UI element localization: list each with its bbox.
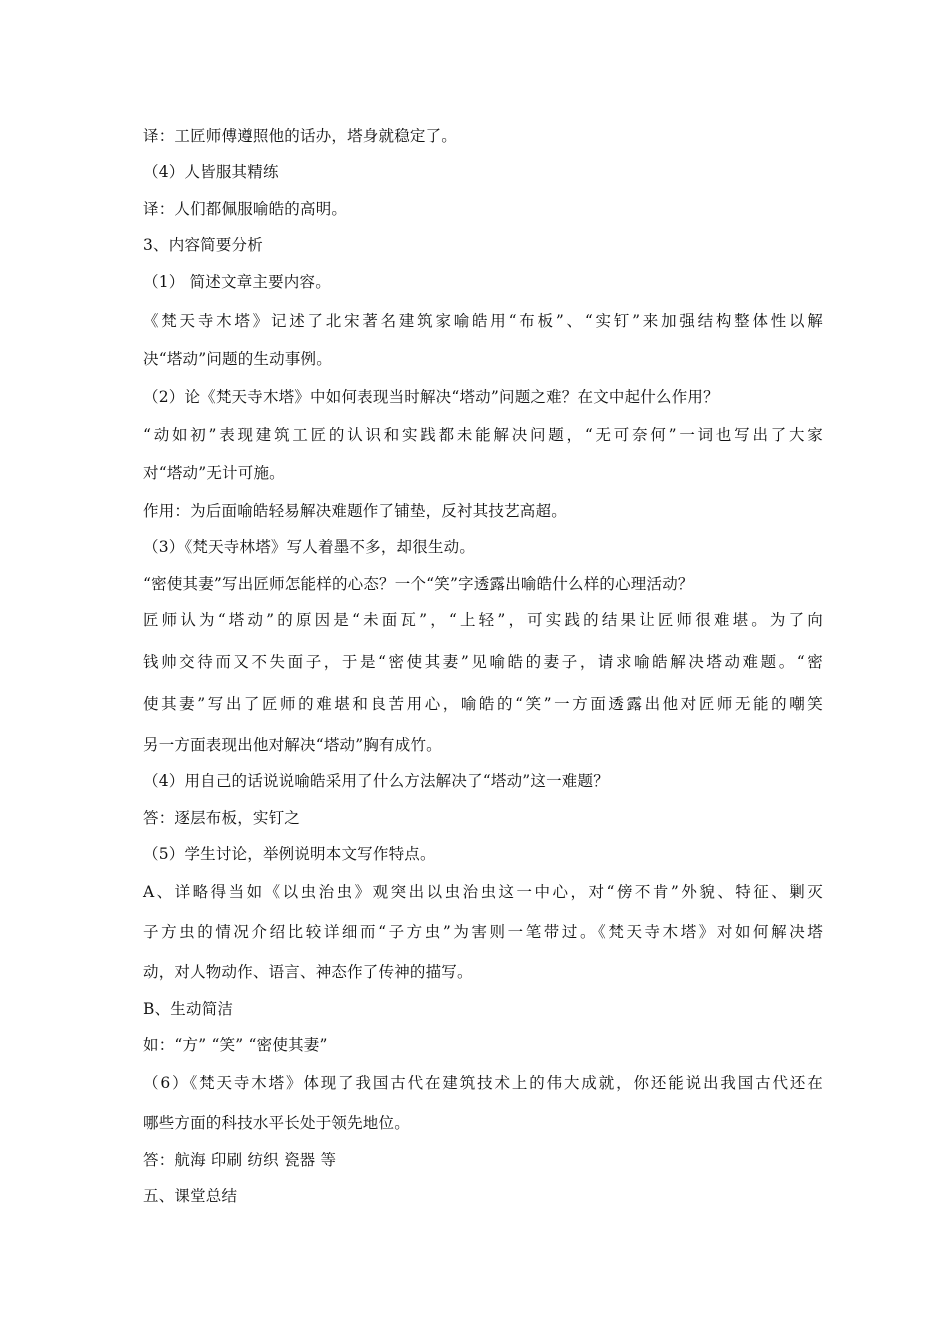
text-line: （2）论《梵天寺木塔》中如何表现当时解决“塔动”问题之难？在文中起什么作用？: [143, 388, 719, 406]
text-line: “密使其妻”写出匠师怎能样的心态？一个“笑”字透露出喻皓什么样的心理活动？: [143, 575, 694, 593]
text-line: 作用：为后面喻皓轻易解决难题作了铺垫，反衬其技艺高超。: [143, 502, 567, 520]
text-line: （3）《梵天寺林塔》写人着墨不多，却很生动。: [143, 538, 476, 556]
text-line: （4）人皆服其精练: [143, 163, 279, 181]
text-line: （5）学生讨论，举例说明本文写作特点。: [143, 845, 436, 863]
text-line: 答：逐层布板，实钉之: [143, 809, 301, 827]
text-line: 答：航海 印刷 纺织 瓷器 等: [143, 1151, 337, 1169]
text-line: 译：人们都佩服喻皓的高明。: [143, 200, 348, 218]
text-line: （1） 简述文章主要内容。: [143, 273, 331, 291]
text-line: 对“塔动”无计可施。: [143, 464, 285, 482]
text-line: 决“塔动”问题的生动事例。: [143, 350, 332, 368]
text-line: 使其妻”写出了匠师的难堪和良苦用心，喻皓的“笑”一方面透露出他对匠师无能的嘲笑: [143, 695, 823, 713]
text-line: 子方虫的情况介绍比较详细而“子方虫”为害则一笔带过。《梵天寺木塔》对如何解决塔: [143, 923, 823, 941]
text-line: 译：工匠师傅遵照他的话办，塔身就稳定了。: [143, 127, 458, 145]
text-line: “动如初”表现建筑工匠的认识和实践都未能解决问题，“无可奈何”一词也写出了大家: [143, 426, 823, 444]
text-line: 钱帅交待而又不失面子，于是“密使其妻”见喻皓的妻子，请求喻皓解决塔动难题。“密: [143, 653, 823, 671]
section-heading: 3、内容简要分析: [143, 236, 263, 254]
text-line: （6）《梵天寺木塔》体现了我国古代在建筑技术上的伟大成就，你还能说出我国古代还在: [143, 1074, 823, 1092]
section-heading: 五、课堂总结: [143, 1187, 238, 1205]
text-line: （4）用自己的话说说喻皓采用了什么方法解决了“塔动”这一难题？: [143, 772, 609, 790]
text-line: 另一方面表现出他对解决“塔动”胸有成竹。: [143, 736, 442, 754]
text-line: 如：“方” “笑” “密使其妻”: [143, 1036, 328, 1054]
text-line: 哪些方面的科技水平长处于领先地位。: [143, 1114, 410, 1132]
text-line: 《梵天寺木塔》记述了北宋著名建筑家喻皓用“布板”、“实钉”来加强结构整体性以解: [143, 312, 823, 330]
text-line: 动，对人物动作、语言、神态作了传神的描写。: [143, 963, 473, 981]
text-line: A、详略得当如《以虫治虫》观突出以虫治虫这一中心，对“傍不肯”外貌、特征、剿灭: [143, 883, 823, 901]
text-line: 匠师认为“塔动”的原因是“未面瓦”，“上轻”，可实践的结果让匠师很难堪。为了向: [143, 611, 823, 629]
text-line: B、生动简洁: [143, 1000, 234, 1018]
